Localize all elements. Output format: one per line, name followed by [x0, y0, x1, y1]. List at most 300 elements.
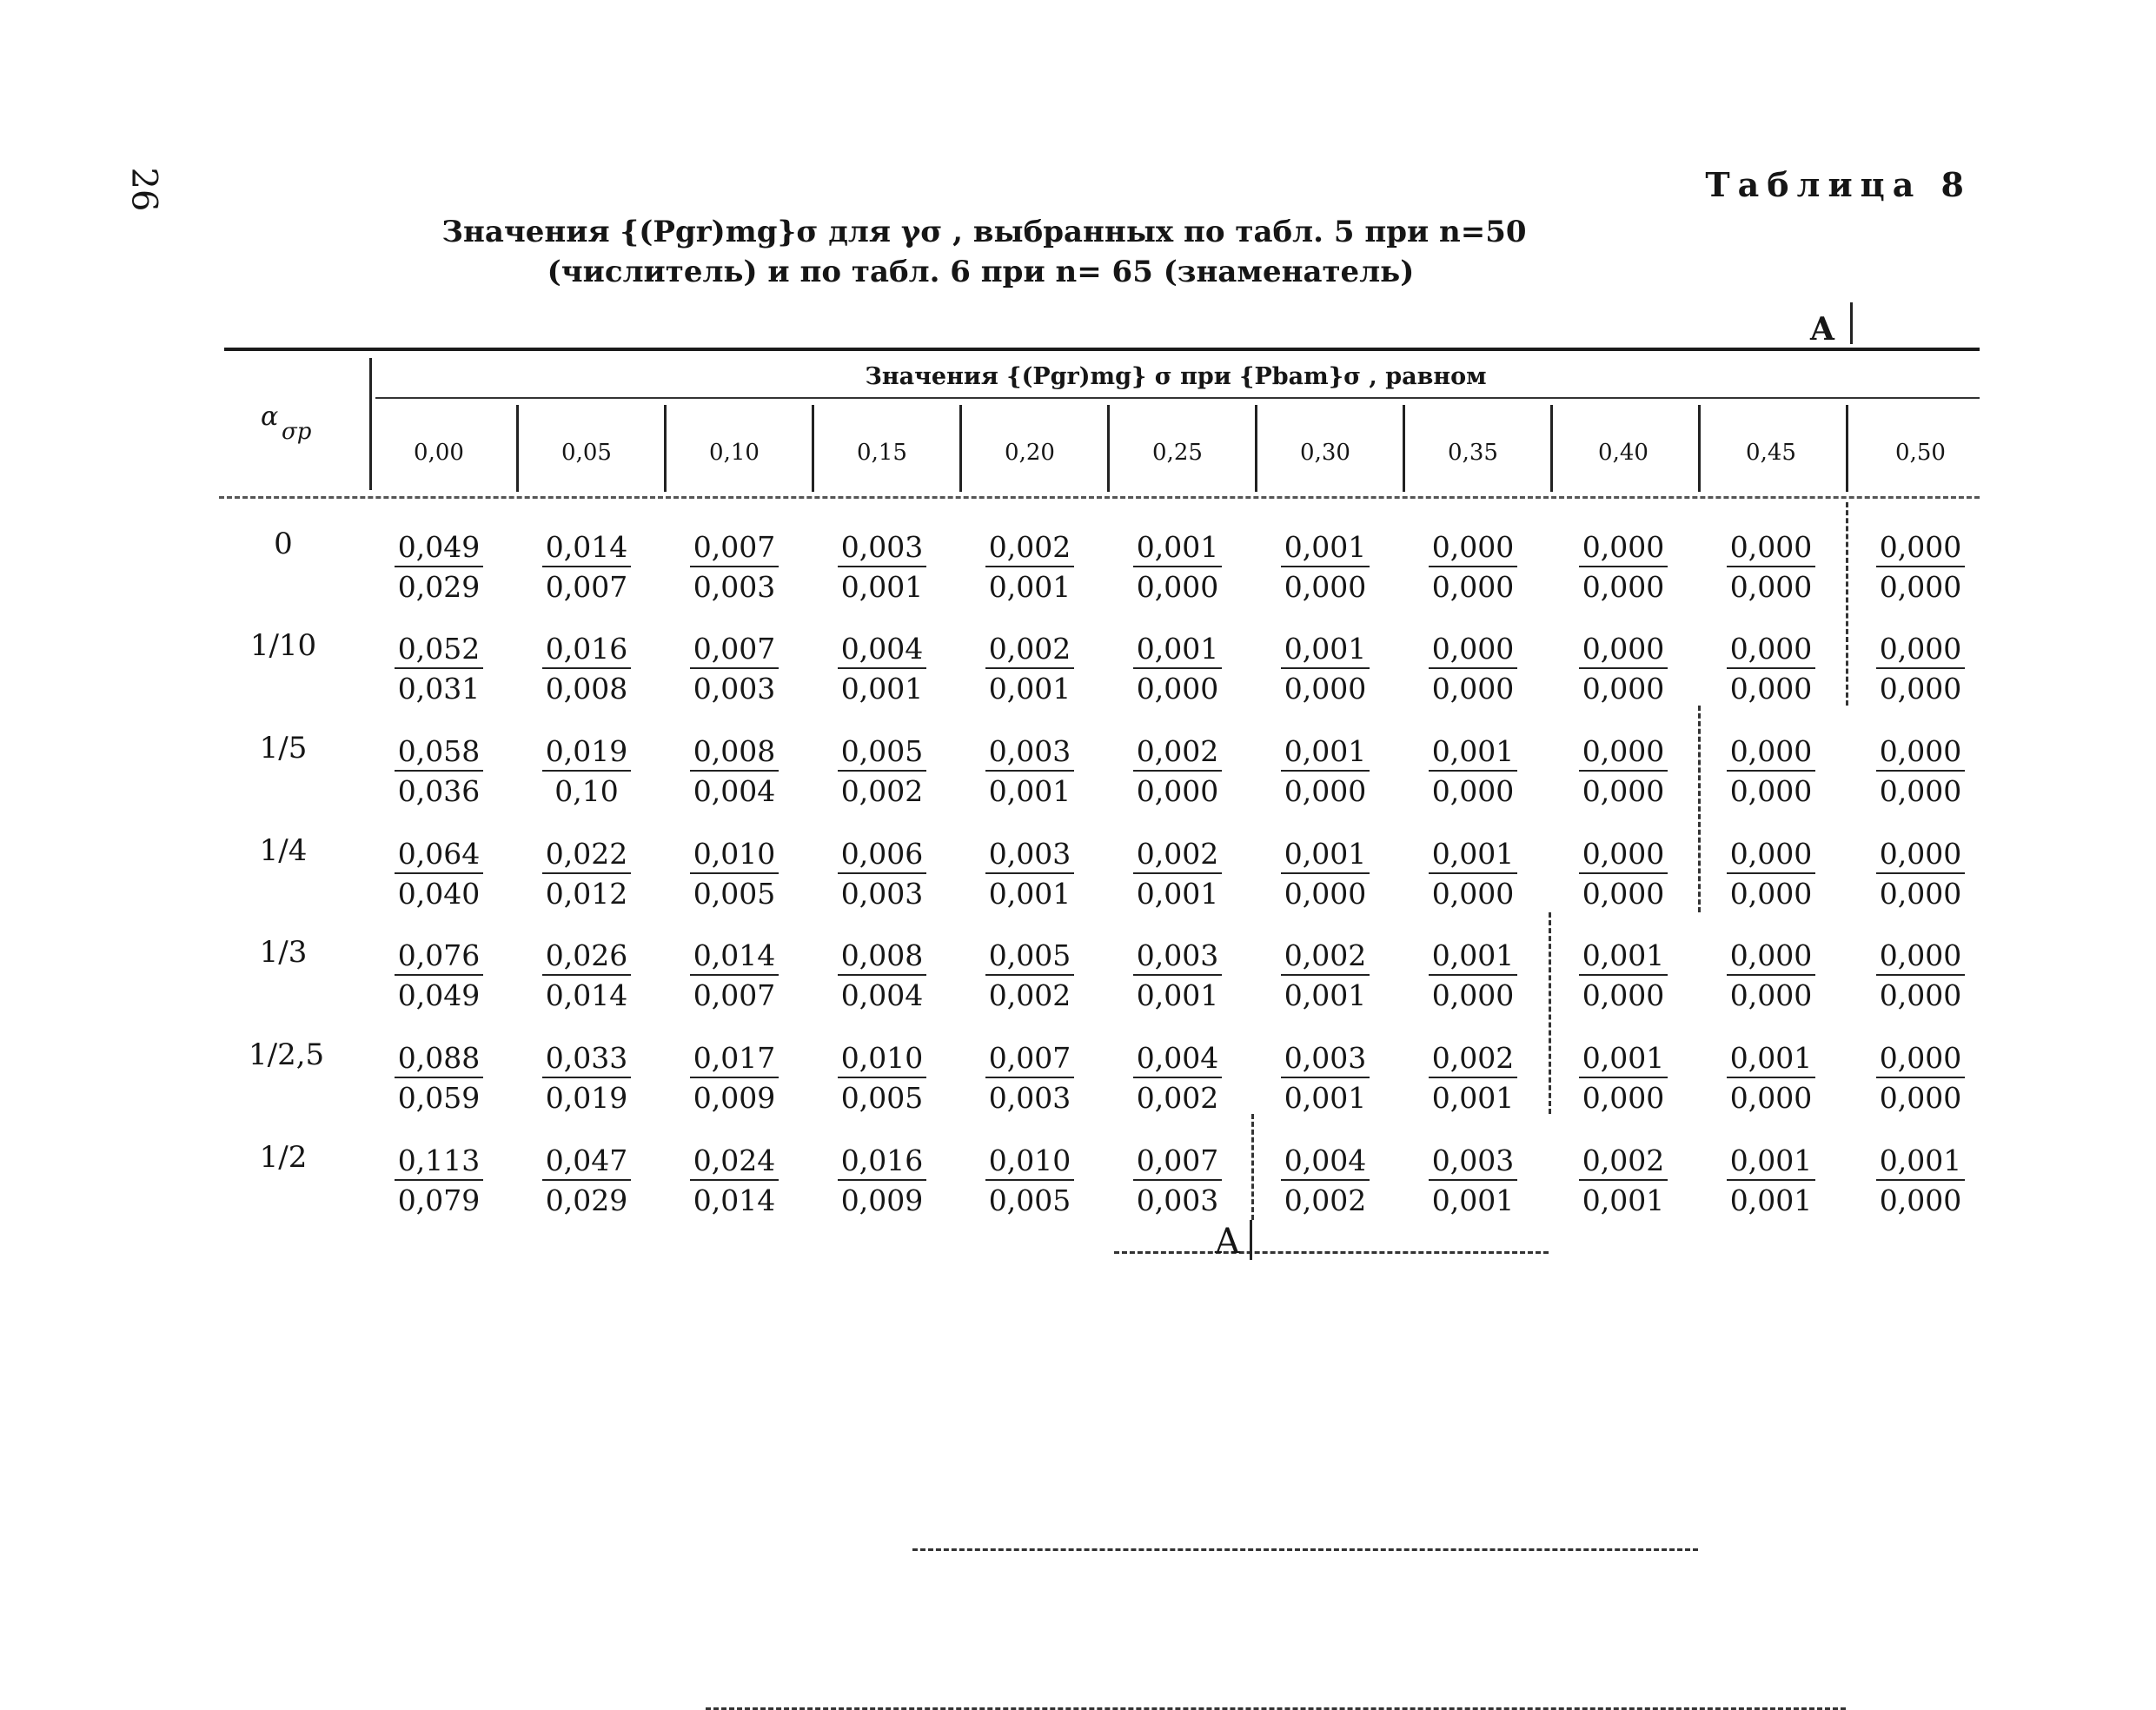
table-cell	[973, 837, 1086, 911]
cell-denominator: 0,001	[1729, 1183, 1813, 1217]
table-cell	[1121, 632, 1234, 706]
cell-denominator: 0,005	[988, 1183, 1071, 1217]
cell-numerator: 0,001	[1431, 938, 1515, 972]
table-cell	[1864, 1041, 1977, 1116]
table-cell	[1269, 530, 1382, 605]
column-separator	[1846, 405, 1848, 492]
cell-denominator: 0,000	[1729, 877, 1813, 911]
fraction-bar	[1579, 566, 1668, 567]
table-cell	[1416, 1041, 1529, 1116]
column-header: 0,00	[414, 440, 464, 466]
column-header: 0,50	[1895, 440, 1946, 466]
table-cell	[530, 938, 643, 1013]
cell-denominator: 0,005	[693, 877, 776, 911]
column-header: 0,35	[1448, 440, 1498, 466]
table-cell	[1864, 530, 1977, 605]
section-marker-top-bar	[1850, 302, 1853, 344]
cell-numerator: 0,001	[1284, 837, 1367, 871]
fraction-bar	[690, 1077, 779, 1078]
table-cell	[1416, 530, 1529, 605]
table-cell	[1121, 1041, 1234, 1116]
cell-numerator: 0,019	[545, 734, 628, 768]
table-cell	[1715, 1041, 1828, 1116]
cell-denominator: 0,007	[545, 570, 628, 604]
row-label: 1/3	[259, 935, 308, 970]
cell-denominator: 0,001	[1284, 978, 1367, 1012]
cell-denominator: 0,000	[1284, 774, 1367, 808]
row-label: 1/2	[259, 1140, 308, 1175]
row-header-symbol: α	[261, 401, 279, 432]
fraction-bar	[690, 872, 779, 874]
fraction-bar	[395, 667, 483, 669]
cell-denominator: 0,001	[1582, 1183, 1665, 1217]
fraction-bar	[690, 566, 779, 567]
cell-denominator: 0,003	[840, 877, 924, 911]
cell-numerator: 0,017	[693, 1041, 776, 1075]
fraction-bar	[395, 770, 483, 772]
cell-denominator: 0,000	[1431, 978, 1515, 1012]
cell-numerator: 0,026	[545, 938, 628, 972]
cell-denominator: 0,001	[1431, 1081, 1515, 1115]
cell-denominator: 0,001	[988, 774, 1071, 808]
cell-denominator: 0,001	[988, 672, 1071, 706]
cell-numerator: 0,004	[840, 632, 924, 666]
fraction-bar	[838, 974, 926, 976]
fraction-bar	[1727, 974, 1815, 976]
cell-numerator: 0,052	[397, 632, 481, 666]
table-cell	[1567, 938, 1680, 1013]
cell-denominator: 0,000	[1879, 672, 1962, 706]
cell-numerator: 0,003	[840, 530, 924, 564]
cell-numerator: 0,033	[545, 1041, 628, 1075]
table-cell	[1121, 1143, 1234, 1218]
cell-denominator: 0,000	[1879, 774, 1962, 808]
table-cell	[1864, 632, 1977, 706]
cell-numerator: 0,000	[1582, 734, 1665, 768]
table-cell	[1715, 530, 1828, 605]
table-cell	[1121, 530, 1234, 605]
cell-numerator: 0,002	[1431, 1041, 1515, 1075]
table-cell	[1269, 734, 1382, 809]
cell-denominator: 0,004	[693, 774, 776, 808]
cell-denominator: 0,000	[1729, 570, 1813, 604]
cell-denominator: 0,000	[1431, 672, 1515, 706]
row-label: 0	[274, 527, 293, 561]
table-cell	[382, 938, 495, 1013]
fraction-bar	[690, 667, 779, 669]
column-group-caption: Значения {(Pgr)mg} σ при {Pbam}σ , равном	[865, 363, 1487, 390]
cell-denominator: 0,003	[1136, 1183, 1219, 1217]
cell-denominator: 0,002	[1136, 1081, 1219, 1115]
fraction-bar	[542, 1077, 631, 1078]
fraction-bar	[838, 667, 926, 669]
cell-numerator: 0,005	[840, 734, 924, 768]
fraction-bar	[1876, 667, 1965, 669]
boundary-segment	[1114, 1251, 1549, 1254]
cell-numerator: 0,002	[988, 530, 1071, 564]
table-cell	[973, 1041, 1086, 1116]
fraction-bar	[1429, 566, 1517, 567]
table-cell	[678, 734, 791, 809]
cell-denominator: 0,001	[840, 672, 924, 706]
table-cell	[1567, 734, 1680, 809]
table-cell	[1715, 1143, 1828, 1218]
cell-denominator: 0,10	[554, 774, 619, 808]
table-cell	[1864, 1143, 1977, 1218]
fraction-bar	[1133, 566, 1222, 567]
table-cell	[1715, 734, 1828, 809]
section-marker-top: A	[1810, 311, 1834, 348]
fraction-bar	[985, 667, 1074, 669]
column-separator	[812, 405, 814, 492]
cell-denominator: 0,000	[1582, 978, 1665, 1012]
cell-denominator: 0,002	[840, 774, 924, 808]
table-cell	[678, 938, 791, 1013]
fraction-bar	[395, 566, 483, 567]
cell-denominator: 0,049	[397, 978, 481, 1012]
cell-denominator: 0,001	[840, 570, 924, 604]
fraction-bar	[838, 1077, 926, 1078]
cell-denominator: 0,003	[693, 570, 776, 604]
cell-numerator: 0,000	[1879, 1041, 1962, 1075]
page-number: 26	[123, 167, 164, 212]
cell-numerator: 0,001	[1284, 734, 1367, 768]
cell-numerator: 0,000	[1729, 632, 1813, 666]
column-header: 0,25	[1152, 440, 1203, 466]
fraction-bar	[838, 1179, 926, 1181]
table-cell	[1416, 938, 1529, 1013]
cell-numerator: 0,064	[397, 837, 481, 871]
cell-numerator: 0,001	[1431, 837, 1515, 871]
cell-numerator: 0,000	[1582, 837, 1665, 871]
fraction-bar	[1281, 770, 1370, 772]
column-separator	[1255, 405, 1257, 492]
row-label: 1/10	[249, 628, 317, 663]
fraction-bar	[395, 872, 483, 874]
fraction-bar	[1133, 1077, 1222, 1078]
table-cell	[678, 1143, 791, 1218]
boundary-segment	[1549, 912, 1551, 1114]
cell-denominator: 0,000	[1729, 672, 1813, 706]
table-cell	[973, 1143, 1086, 1218]
cell-denominator: 0,000	[1431, 570, 1515, 604]
cell-numerator: 0,000	[1729, 837, 1813, 871]
fraction-bar	[985, 566, 1074, 567]
table-cell	[1269, 1143, 1382, 1218]
fraction-bar	[838, 566, 926, 567]
cell-denominator: 0,019	[545, 1081, 628, 1115]
fraction-bar	[1876, 1077, 1965, 1078]
section-marker-bottom: A	[1215, 1222, 1240, 1262]
fraction-bar	[1281, 974, 1370, 976]
fraction-bar	[1876, 1179, 1965, 1181]
fraction-bar	[1727, 872, 1815, 874]
title-line-1: Значения {(Pgr)mg}σ для γσ , выбранных по табл. 5 при n=50	[441, 215, 1527, 249]
column-header: 0,45	[1746, 440, 1796, 466]
cell-denominator: 0,000	[1729, 978, 1813, 1012]
title-line-2: (числитель) и по табл. 6 при n= 65 (знаменатель)	[547, 255, 1415, 289]
cell-numerator: 0,001	[1284, 530, 1367, 564]
column-separator	[1107, 405, 1110, 492]
cell-numerator: 0,024	[693, 1143, 776, 1177]
cell-denominator: 0,040	[397, 877, 481, 911]
fraction-bar	[1579, 974, 1668, 976]
fraction-bar	[395, 974, 483, 976]
cell-numerator: 0,001	[1284, 632, 1367, 666]
cell-numerator: 0,002	[1136, 837, 1219, 871]
fraction-bar	[542, 667, 631, 669]
fraction-bar	[1429, 872, 1517, 874]
table-cell	[1715, 938, 1828, 1013]
cell-denominator: 0,000	[1136, 774, 1219, 808]
table-cell	[678, 632, 791, 706]
column-header: 0,20	[1005, 440, 1055, 466]
table-cell	[1121, 837, 1234, 911]
fraction-bar	[1727, 770, 1815, 772]
fraction-bar	[985, 872, 1074, 874]
boundary-segment	[912, 1548, 1698, 1551]
row-label: 1/2,5	[249, 1037, 325, 1072]
fraction-bar	[1727, 667, 1815, 669]
cell-denominator: 0,002	[1284, 1183, 1367, 1217]
cell-numerator: 0,010	[840, 1041, 924, 1075]
fraction-bar	[1579, 770, 1668, 772]
fraction-bar	[395, 1179, 483, 1181]
fraction-bar	[1429, 1179, 1517, 1181]
fraction-bar	[542, 1179, 631, 1181]
fraction-bar	[1281, 1077, 1370, 1078]
table-cell	[1269, 837, 1382, 911]
fraction-bar	[1429, 667, 1517, 669]
column-header: 0,05	[561, 440, 612, 466]
fraction-bar	[542, 770, 631, 772]
fraction-bar	[985, 1077, 1074, 1078]
table-cell	[382, 734, 495, 809]
cell-numerator: 0,000	[1879, 632, 1962, 666]
fraction-bar	[542, 974, 631, 976]
table-cell	[1567, 1143, 1680, 1218]
cell-numerator: 0,003	[1431, 1143, 1515, 1177]
cell-numerator: 0,010	[693, 837, 776, 871]
fraction-bar	[1876, 872, 1965, 874]
fraction-bar	[542, 872, 631, 874]
table-cell	[1864, 938, 1977, 1013]
cell-numerator: 0,008	[840, 938, 924, 972]
cell-numerator: 0,003	[988, 837, 1071, 871]
table-cell	[1269, 1041, 1382, 1116]
table-cell	[973, 734, 1086, 809]
cell-denominator: 0,029	[545, 1183, 628, 1217]
cell-numerator: 0,001	[1879, 1143, 1962, 1177]
fraction-bar	[985, 974, 1074, 976]
cell-denominator: 0,001	[988, 877, 1071, 911]
boundary-segment	[1251, 1114, 1254, 1220]
cell-numerator: 0,002	[988, 632, 1071, 666]
boundary-segment	[1846, 502, 1848, 706]
table-cell	[1715, 632, 1828, 706]
cell-numerator: 0,000	[1729, 734, 1813, 768]
cell-denominator: 0,031	[397, 672, 481, 706]
cell-numerator: 0,113	[397, 1143, 481, 1177]
cell-denominator: 0,014	[545, 978, 628, 1012]
table-cell	[1567, 530, 1680, 605]
column-separator	[1550, 405, 1553, 492]
column-separator	[516, 405, 519, 492]
fraction-bar	[1429, 974, 1517, 976]
fraction-bar	[1281, 872, 1370, 874]
fraction-bar	[395, 1077, 483, 1078]
cell-numerator: 0,014	[693, 938, 776, 972]
cell-numerator: 0,000	[1879, 837, 1962, 871]
fraction-bar	[1281, 566, 1370, 567]
cell-denominator: 0,009	[840, 1183, 924, 1217]
column-header: 0,40	[1598, 440, 1649, 466]
cell-denominator: 0,000	[1431, 877, 1515, 911]
fraction-bar	[1579, 1077, 1668, 1078]
row-label: 1/4	[259, 833, 308, 868]
table-cell	[826, 938, 939, 1013]
fraction-bar	[1429, 1077, 1517, 1078]
row-header-subscript: σp	[282, 419, 312, 445]
fraction-bar	[1133, 770, 1222, 772]
cell-numerator: 0,000	[1582, 632, 1665, 666]
cell-denominator: 0,000	[1582, 877, 1665, 911]
cell-numerator: 0,000	[1431, 530, 1515, 564]
cell-denominator: 0,014	[693, 1183, 776, 1217]
cell-numerator: 0,058	[397, 734, 481, 768]
column-separator	[1698, 405, 1701, 492]
table-cell	[382, 1143, 495, 1218]
cell-numerator: 0,000	[1879, 734, 1962, 768]
cell-numerator: 0,076	[397, 938, 481, 972]
table-cell	[1864, 734, 1977, 809]
fraction-bar	[985, 770, 1074, 772]
table-cell	[1416, 734, 1529, 809]
table-cell	[530, 1143, 643, 1218]
fraction-bar	[838, 872, 926, 874]
table-cell	[826, 1143, 939, 1218]
cell-numerator: 0,001	[1582, 938, 1665, 972]
table-cell	[826, 734, 939, 809]
table-cell	[382, 837, 495, 911]
cell-numerator: 0,001	[1431, 734, 1515, 768]
table-label: Таблица 8	[1705, 165, 1972, 204]
cell-denominator: 0,001	[1284, 1081, 1367, 1115]
cell-denominator: 0,079	[397, 1183, 481, 1217]
cell-numerator: 0,010	[988, 1143, 1071, 1177]
cell-denominator: 0,001	[1136, 877, 1219, 911]
cell-denominator: 0,005	[840, 1081, 924, 1115]
cell-numerator: 0,003	[1136, 938, 1219, 972]
cell-numerator: 0,014	[545, 530, 628, 564]
cell-numerator: 0,049	[397, 530, 481, 564]
table-cell	[1416, 1143, 1529, 1218]
cell-denominator: 0,036	[397, 774, 481, 808]
table-top-rule	[224, 348, 1980, 351]
cell-numerator: 0,002	[1136, 734, 1219, 768]
cell-denominator: 0,003	[693, 672, 776, 706]
cell-numerator: 0,001	[1729, 1143, 1813, 1177]
cell-denominator: 0,000	[1729, 1081, 1813, 1115]
table-cell	[973, 632, 1086, 706]
fraction-bar	[1133, 872, 1222, 874]
cell-numerator: 0,016	[545, 632, 628, 666]
fraction-bar	[1579, 872, 1668, 874]
cell-numerator: 0,003	[1284, 1041, 1367, 1075]
fraction-bar	[1133, 1179, 1222, 1181]
cell-denominator: 0,007	[693, 978, 776, 1012]
cell-denominator: 0,004	[840, 978, 924, 1012]
cell-numerator: 0,008	[693, 734, 776, 768]
cell-denominator: 0,000	[1879, 1081, 1962, 1115]
boundary-segment	[1698, 706, 1701, 912]
table-cell	[826, 1041, 939, 1116]
cell-denominator: 0,002	[988, 978, 1071, 1012]
table-cell	[382, 530, 495, 605]
fraction-bar	[1281, 1179, 1370, 1181]
fraction-bar	[1876, 974, 1965, 976]
table-cell	[530, 837, 643, 911]
cell-numerator: 0,007	[693, 632, 776, 666]
table-cell	[1567, 1041, 1680, 1116]
section-marker-bottom-bar	[1250, 1220, 1252, 1260]
table-cell	[1269, 938, 1382, 1013]
header-bottom-rule	[219, 496, 1980, 499]
table-cell	[1269, 632, 1382, 706]
fraction-bar	[1727, 1077, 1815, 1078]
cell-denominator: 0,000	[1284, 672, 1367, 706]
table-cell	[382, 1041, 495, 1116]
table-cell	[678, 1041, 791, 1116]
table-cell	[973, 938, 1086, 1013]
cell-denominator: 0,000	[1582, 1081, 1665, 1115]
cell-numerator: 0,001	[1729, 1041, 1813, 1075]
cell-denominator: 0,000	[1879, 978, 1962, 1012]
cell-denominator: 0,008	[545, 672, 628, 706]
table-cell	[678, 837, 791, 911]
table-cell	[530, 734, 643, 809]
fraction-bar	[985, 1179, 1074, 1181]
cell-numerator: 0,002	[1582, 1143, 1665, 1177]
cell-numerator: 0,007	[988, 1041, 1071, 1075]
table-cell	[973, 530, 1086, 605]
cell-numerator: 0,000	[1431, 632, 1515, 666]
cell-denominator: 0,003	[988, 1081, 1071, 1115]
table-title	[0, 212, 2156, 292]
fraction-bar	[838, 770, 926, 772]
cell-denominator: 0,000	[1284, 877, 1367, 911]
cell-numerator: 0,007	[693, 530, 776, 564]
fraction-bar	[1281, 667, 1370, 669]
cell-denominator: 0,000	[1284, 570, 1367, 604]
column-header: 0,30	[1300, 440, 1350, 466]
fraction-bar	[1727, 1179, 1815, 1181]
table-cell	[826, 530, 939, 605]
row-label: 1/5	[259, 731, 308, 766]
cell-numerator: 0,016	[840, 1143, 924, 1177]
cell-numerator: 0,000	[1582, 530, 1665, 564]
table-cell	[678, 530, 791, 605]
cell-denominator: 0,000	[1136, 672, 1219, 706]
table-cell	[1567, 632, 1680, 706]
table-cell	[530, 530, 643, 605]
cell-denominator: 0,001	[988, 570, 1071, 604]
fraction-bar	[1579, 667, 1668, 669]
column-separator	[1403, 405, 1405, 492]
fraction-bar	[690, 1179, 779, 1181]
fraction-bar	[1876, 566, 1965, 567]
cell-numerator: 0,088	[397, 1041, 481, 1075]
